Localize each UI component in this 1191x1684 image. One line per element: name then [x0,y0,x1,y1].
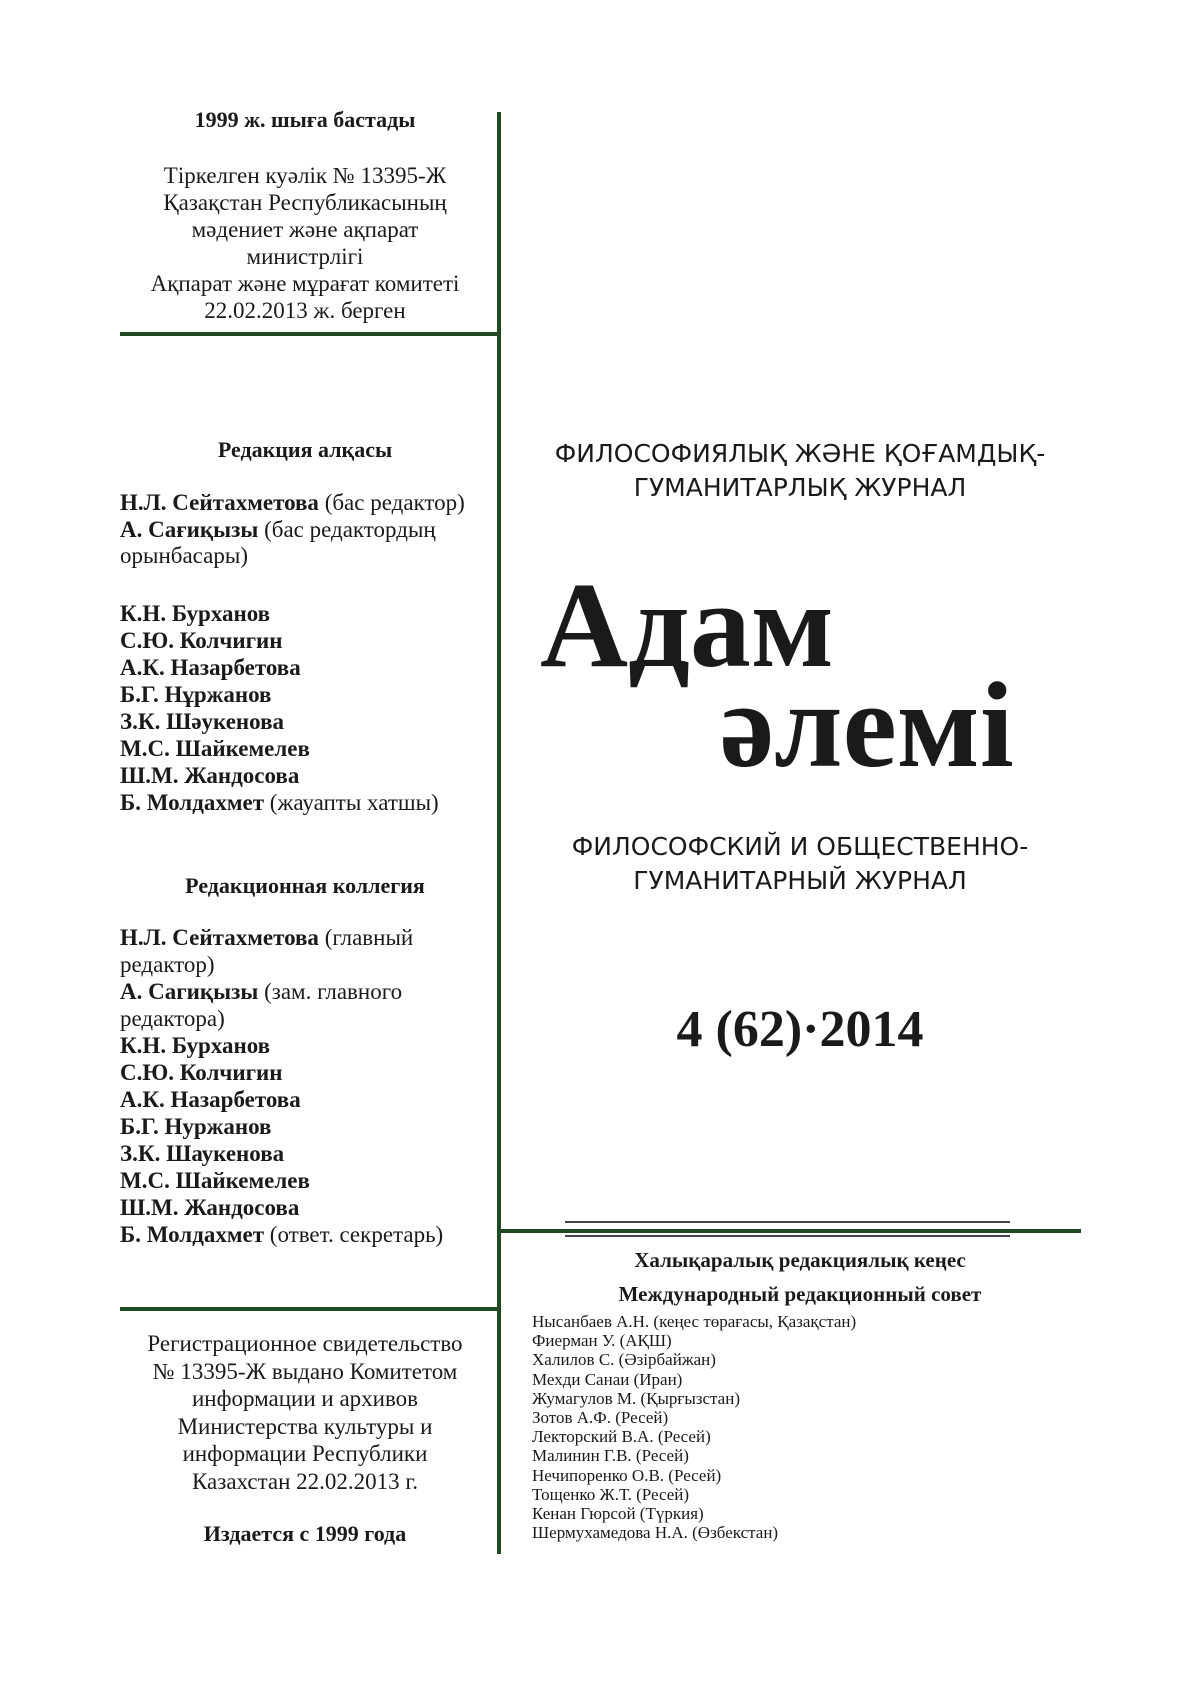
journal-subtitle-kz [510,437,1090,505]
board-member: Б.Г. Нуржанов [120,1114,272,1139]
published-since-kz: 1999 ж. шыға бастады [194,107,416,132]
board-member: К.Н. Бурханов [120,1033,271,1058]
editorial-board-ru-title: Редакционная коллегия [185,873,425,898]
board-member: А. Сагиқызы (зам. главного [120,979,403,1004]
board-member: Ш.М. Жандосова [120,1195,300,1220]
council-member: Тощенко Ж.Т. (Ресей) [532,1484,690,1504]
registration-kz [120,162,490,324]
council-member: Нысанбаев А.Н. (кеңес төрағасы, Қазақстан) [532,1312,857,1331]
board-member: М.С. Шайкемелев [120,736,310,761]
registration-ru-line: № 13395-Ж выдано Комитетом [152,1358,458,1384]
registration-kz-line: Тіркелген куәлік № 13395-Ж [163,163,447,188]
board-member: З.К. Шәукенова [120,709,285,734]
council-member: Лекторский В.А. (Ресей) [532,1427,711,1447]
registration-ru-line: информации Республики [182,1441,428,1466]
registration-kz-line: мәдениет және ақпарат [191,217,419,242]
council-member: Халилов С. (Әзірбайжан) [532,1350,716,1370]
board-member: Б. Молдахмет (жауапты хатшы) [120,790,439,815]
editorial-board-kz-title: Редакция алқасы [217,437,393,462]
registration-ru-line: Регистрационное свидетельство [147,1331,463,1356]
editorial-board-kz-editors [120,490,500,570]
journal-title-line2: әлемі [720,658,1014,793]
registration-kz-line: 22.02.2013 ж. берген [204,298,406,323]
board-member: Б. Молдахмет (ответ. секретарь) [120,1222,444,1247]
board-member: А.К. Назарбетова [120,1087,301,1112]
left-divider-top [120,332,500,336]
board-member: С.Ю. Колчигин [120,1060,283,1085]
registration-ru-line: информации и архивов [191,1386,419,1411]
board-member: З.К. Шаукенова [120,1141,285,1166]
subtitle-ru-line: ГУМАНИТАРНЫЙ ЖУРНАЛ [633,866,967,895]
journal-subtitle-ru [510,830,1090,898]
council-member: Зотов А.Ф. (Ресей) [532,1408,669,1428]
registration-kz-line: министрлігі [246,244,364,269]
council-member: Фиерман У. (АҚШ) [532,1331,672,1351]
international-council-kz-title: Халықаралық редакциялық кеңес [634,1248,966,1272]
board-member: Ш.М. Жандосова [120,763,300,788]
board-member: А. Сағиқызы (бас редактордың [120,516,436,542]
double-rule-upper [565,1221,1010,1223]
right-divider [500,1229,1081,1233]
subtitle-ru-line: ФИЛОСОФСКИЙ И ОБЩЕСТВЕННО- [571,832,1029,861]
registration-ru-line: Министерства культуры и [177,1413,433,1439]
board-member: редактора) [120,1006,225,1031]
council-member: Шермухамедова Н.А. (Өзбекстан) [532,1523,779,1543]
international-council-ru-title: Международный редакционный совет [618,1282,982,1306]
editorial-board-kz-members [120,600,500,816]
editorial-board-ru [120,924,490,1248]
board-member: С.Ю. Колчигин [120,628,283,653]
board-member: редактор) [120,952,215,977]
council-member: Жумагулов М. (Қырғызстан) [532,1388,740,1408]
journal-title-line1: Адам [540,558,834,693]
subtitle-kz-line: ГУМАНИТАРЛЫҚ ЖУРНАЛ [633,473,967,502]
council-member: Нечипоренко О.В. (Ресей) [532,1465,722,1485]
board-member: Н.Л. Сейтахметова (главный [120,925,414,950]
board-member: Н.Л. Сейтахметова (бас редактор) [120,490,465,515]
left-divider-bottom [120,1307,500,1311]
double-rule-lower [565,1235,1010,1237]
council-member: Малинин Г.В. (Ресей) [532,1446,689,1466]
board-member: А.К. Назарбетова [120,655,301,680]
registration-ru-line: Казахстан 22.02.2013 г. [191,1468,419,1494]
registration-ru [120,1330,490,1495]
published-since-ru: Издается с 1999 года [203,1521,407,1546]
council-member: Кенан Гюрсой (Түркия) [532,1504,704,1524]
vertical-divider [497,112,501,1554]
issue-number: 4 (62)·2014 [676,1001,924,1058]
international-council-list [532,1312,1092,1542]
subtitle-kz-line: ФИЛОСОФИЯЛЫҚ ЖӘНЕ ҚОҒАМДЫҚ- [554,439,1046,468]
council-member: Мехди Санаи (Иран) [532,1369,683,1389]
registration-kz-line: Ақпарат және мұрағат комитеті [150,271,460,296]
board-member: Б.Г. Нұржанов [120,682,272,707]
registration-kz-line: Қазақстан Республикасының [163,190,447,215]
board-member: М.С. Шайкемелев [120,1168,310,1193]
board-member: К.Н. Бурханов [120,601,271,626]
board-member: орынбасары) [120,543,248,568]
